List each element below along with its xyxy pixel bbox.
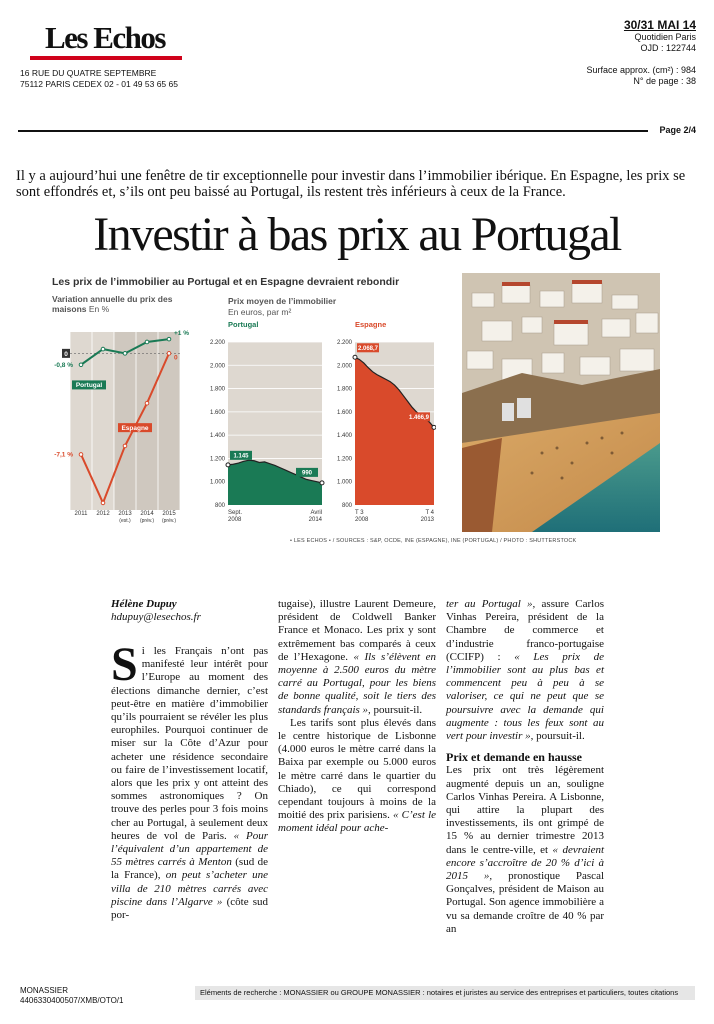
- chart2-x-start: Sept.: [228, 510, 243, 516]
- search-terms: Eléments de recherche : MONASSIER ou GROUPE MONASSIER : notaires et juristes au service des entreprises et particuliers, toutes citations: [195, 986, 695, 1000]
- chart3-y-tick: 1.000: [336, 479, 352, 486]
- body-text: Les prix ont très légèrement augmenté depuis un an, souligne Carlos Vinhas Pereira. A Lisbonne, qui attire la plupart des investissements, ils ont grimpé de 15 % au dernier trimestre 2013 dans le centre-ville, et: [446, 764, 604, 856]
- chart2-end-point: [320, 481, 324, 485]
- article-title: Investir à bas prix au Portugal: [93, 208, 621, 261]
- footer-client: [20, 986, 123, 1006]
- ojd-count: OJD : 122744: [640, 43, 696, 53]
- chart1-point: [167, 352, 171, 356]
- body-text: assure Carlos Vinhas Pereira, président de la Chambre de commerce et d’industrie franco-portugaise (CCIFP) :: [446, 598, 604, 663]
- address-line: 75112 PARIS CEDEX 02 - 01 49 53 65 65: [20, 79, 178, 89]
- chart2-title: Prix moyen de l’immobilier: [228, 296, 337, 306]
- chart3-start-label: 2.068,7: [357, 345, 379, 352]
- chart1-start-label: -0,8 %: [54, 361, 73, 369]
- author-email[interactable]: hdupuy@lesechos.fr: [111, 611, 201, 623]
- chart1-series-name: Espagne: [121, 424, 149, 432]
- drop-cap: S: [111, 638, 138, 691]
- chart3-end-label: 1.466,9: [408, 414, 430, 421]
- body-text: tugaise), illustre Laurent Demeure, président de Coldwell Banker France et Monaco. Les prix y sont extrêmement bas comparés à ceux de l’Hexagone.: [278, 598, 436, 663]
- body-text: poursuit-il.: [536, 730, 585, 743]
- chart2-start-label: 1.145: [233, 453, 249, 460]
- chart1-end-label: +1 %: [174, 330, 189, 338]
- chart1-x-tick: 2012: [96, 511, 110, 517]
- chart1-end-label: 0: [174, 354, 178, 362]
- subheading: Prix et demande en hausse: [446, 750, 582, 765]
- chart2-y-tick: 1.000: [209, 479, 225, 486]
- chart1-point: [145, 340, 149, 344]
- image-credit: • LES ECHOS • / SOURCES : S&P, OCDE, INE (ESPAGNE), INE (PORTUGAL) / PHOTO : SHUTTERSTOCK: [290, 538, 577, 544]
- photo-illustration: [462, 273, 660, 532]
- chart2-unit: En euros, par m²: [228, 307, 292, 317]
- chart3-start-point: [353, 355, 357, 359]
- chart2-y-tick: 1.400: [209, 433, 225, 440]
- issue-date: 30/31 MAI 14: [623, 18, 696, 32]
- chart1-subtitle: [52, 294, 202, 314]
- logo-underline: [30, 56, 182, 60]
- chart2-x-start-year: 2008: [228, 517, 242, 523]
- client-name: MONASSIER: [20, 986, 69, 995]
- chart1-point: [79, 453, 83, 457]
- chart3-x-start: T 3: [355, 510, 364, 516]
- article-column-1: [111, 638, 269, 922]
- chart2-y-tick: 1.600: [209, 409, 225, 416]
- chart1-start-label: -7,1 %: [54, 451, 73, 459]
- chart3-y-tick: 1.200: [336, 456, 352, 463]
- chart3-x-end: T 4: [425, 510, 434, 516]
- chart1-point: [167, 337, 171, 341]
- chart2-country: Portugal: [228, 320, 259, 329]
- chart3-country: Espagne: [355, 320, 387, 329]
- page-number: N° de page : 38: [633, 76, 696, 86]
- periodicity: Quotidien Paris: [634, 32, 696, 42]
- chart2-x-end: Avril: [310, 510, 322, 516]
- chart1-x-tick: 2013: [118, 511, 132, 517]
- chart2-y-tick: 2.000: [209, 363, 225, 370]
- quote: ter au Portugal »,: [446, 598, 536, 610]
- chart2-start-point: [226, 463, 230, 467]
- client-ref: 4406330400507/XMB/OTO/1: [20, 996, 124, 1005]
- chart1-x-tick: 2015: [162, 511, 176, 517]
- byline: [111, 598, 201, 624]
- quote: « Les prix de l’immobilier sont au plus bas et commencent peu à peu à se valoriser, ce qui ne peut que se poursuivre avec la demande qui augmente : tous les feux sont au vert pour investir »,: [446, 650, 605, 743]
- page-label: Page 2/4: [659, 125, 696, 135]
- chart-title: Les prix de l’immobilier au Portugal et en Espagne devraient rebondir: [52, 276, 400, 288]
- chart1-point: [101, 501, 105, 505]
- header-rule: [18, 130, 648, 132]
- author-name: Hélène Dupuy: [111, 598, 177, 610]
- quote: « devraient encore s’accroître de 20 % d’ici à 2015 »,: [446, 843, 605, 883]
- quote: « C’est le moment idéal pour ache-: [278, 809, 437, 835]
- chart1-point: [123, 444, 127, 448]
- body-text: pronostique Pascal Gonçalves, président de Maison au Portugal. Son agence immobilière a vu sa demande croître de 40 % par an: [446, 870, 605, 935]
- chart1-x-tick-sub: (prév.): [161, 518, 177, 524]
- chart1-x-tick-sub: (est.): [119, 518, 131, 524]
- chart1-subtitle-text: Variation annuelle du prix des maisons: [52, 294, 173, 314]
- article-column-2: [278, 598, 436, 836]
- chart1-bg-forecast: [114, 332, 180, 510]
- quote: on peut s’acheter une villa de 210 mètres carrés avec piscine dans l’Algarve »: [111, 869, 269, 908]
- chart1-zero-label: 0: [64, 350, 68, 358]
- chart2-y-tick: 800: [214, 503, 225, 509]
- chart1-x-tick-sub: (prév.): [139, 518, 155, 524]
- chart1-point: [101, 347, 105, 351]
- body-text: poursuit-il.: [373, 703, 423, 716]
- body-text: Les tarifs sont plus élevés dans le centre historique de Lisbonne (4.000 euros le mètre carré dans la Baixa par exemple ou 5.000 euros le mètre carré dans le quartier du Chiado), ce qui correspond cependant toujours à moins de la moitié des prix parisiens.: [278, 716, 436, 822]
- chart1-x-tick: 2011: [74, 511, 88, 517]
- paragraph: [111, 638, 269, 922]
- chart3-y-tick: 2.200: [336, 340, 352, 346]
- chart3-y-tick: 800: [341, 503, 352, 509]
- press-metadata: [586, 18, 696, 87]
- article-lead: Il y a aujourd’hui une fenêtre de tir exceptionnelle pour investir dans l’immobilier ibérique. En Espagne, les prix se sont effondrés et, s’ils ont peu baissé au Portugal, ils restent très inférieurs à ceux de la France.: [16, 168, 686, 200]
- chart2-x-end-year: 2014: [308, 517, 322, 523]
- address-line: 16 RUE DU QUATRE SEPTEMBRE: [20, 68, 157, 78]
- paragraph: [446, 764, 604, 936]
- chart1-series-name: Portugal: [75, 382, 103, 390]
- chart2-y-tick: 2.200: [209, 340, 225, 346]
- chart1-x-tick: 2014: [140, 511, 154, 517]
- chart3-y-tick: 1.800: [336, 386, 352, 393]
- chart2-end-label: 990: [301, 470, 313, 477]
- body-text: (sud de la France),: [111, 856, 268, 882]
- publication-logo: Les Echos: [45, 20, 165, 55]
- chart3-end-point: [432, 425, 436, 429]
- chart3-y-tick: 2.000: [336, 363, 352, 370]
- body-text: i les Français n’ont pas manifesté leur intérêt pour l’Europe au moment des élections dimanche dernier, c’est peut-être en matière d’immobilier qu’ils pourraient se révéler les plus europhiles. Pourquoi continuer de miser sur la Côte d’Azur pour acheter une résidence secondaire ou faire de l’investissement locatif, alors que les prix y ont atteint des sommes astronomiques ? On trouve des perles pour 3 fois moins cher au Portugal, à seulement deux heures de vol de Paris.: [111, 645, 268, 842]
- body-text: (côte sud por-: [111, 895, 269, 922]
- chart2-y-tick: 1.800: [209, 386, 225, 393]
- article-column-3: [446, 598, 604, 936]
- chart1-point: [79, 363, 83, 367]
- chart1-point: [145, 401, 149, 405]
- publisher-address: [20, 68, 178, 90]
- paragraph: [278, 717, 436, 836]
- paragraph: [278, 598, 436, 717]
- paragraph: [446, 598, 604, 743]
- quote: « Ils s’élèvent en moyenne à 2.500 euros du mètre carré au Portugal, pour les biens de bonne qualité, soit le tiers des standards français »,: [278, 650, 436, 716]
- chart1-unit: En %: [88, 304, 110, 314]
- beach-photo: [462, 273, 660, 532]
- chart3-x-end-year: 2013: [420, 517, 434, 523]
- chart1-point: [123, 352, 127, 356]
- quote: « Pour l’équivalent d’un appartement de 55 mètres carrés à Menton: [111, 829, 269, 869]
- chart3-x-start-year: 2008: [355, 517, 369, 523]
- surface: Surface approx. (cm²) : 984: [586, 65, 696, 75]
- chart2-y-tick: 1.200: [209, 456, 225, 463]
- chart3-y-tick: 1.400: [336, 433, 352, 440]
- chart3-y-tick: 1.600: [336, 409, 352, 416]
